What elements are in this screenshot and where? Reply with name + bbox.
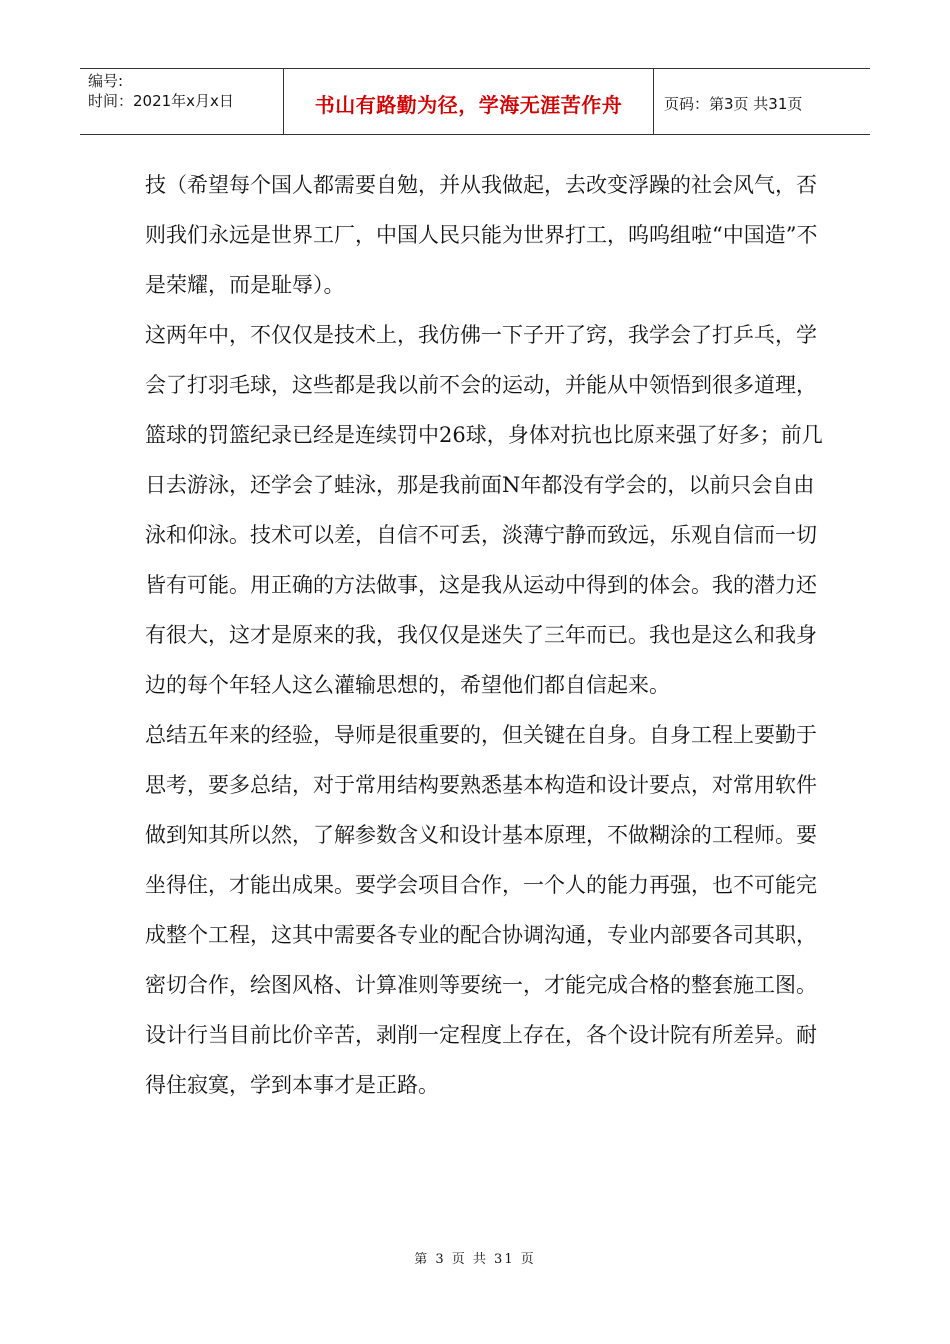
- document-date: 时间：2021年x月x日: [88, 92, 234, 110]
- paragraph: 设计行当目前比价辛苦，剥削一定程度上存在，各个设计院有所差异。耐得住寂寞，学到本事才是正路。: [145, 1023, 817, 1097]
- paragraph: 总结五年来的经验，导师是很重要的，但关键在自身。自身工程上要勤于思考，要多总结，对于常用结构要熟悉基本构造和设计要点，对常用软件做到知其所以然，了解参数含义和设计基本原理，不做糊涂的工程师。要坐得住，才能出成果。要学会项目合作，一个人的能力再强，也不可能完成整个工程，这其中需要各专业的配合协调沟通，专业内部要各司其职，密切合作，绘图风格、计算准则等要统一，才能完成合格的整套施工图。: [145, 723, 817, 997]
- page-footer: 第 3 页 共 31 页: [414, 1252, 536, 1267]
- document-number-label: 编号:: [88, 72, 124, 90]
- header-meta: [80, 69, 284, 134]
- page-header: [80, 68, 870, 135]
- header-page-info: 页码：第3页 共31页: [664, 95, 803, 113]
- document-body: [145, 160, 825, 1110]
- paragraph: 技（希望每个国人都需要自勉，并从我做起，去改变浮躁的社会风气，否则我们永远是世界工厂，中国人民只能为世界打工，呜呜组啦“中国造”不是荣耀，而是耻辱）。: [145, 173, 818, 297]
- paragraph: 这两年中，不仅仅是技术上，我仿佛一下子开了窍，我学会了打乒乓，学会了打羽毛球，这些都是我以前不会的运动，并能从中领悟到很多道理，篮球的罚篮纪录已经是连续罚中26球，身体对抗也比原来强了好多；前几日去游泳，还学会了蛙泳，那是我前面N年都没有学会的，以前只会自由泳和仰泳。技术可以差，自信不可丢，淡薄宁静而致远，乐观自信而一切皆有可能。用正确的方法做事，这是我从运动中得到的体会。我的潜力还有很大，这才是原来的我，我仅仅是迷失了三年而已。我也是这么和我身边的每个年轻人这么灌输思想的，希望他们都自信起来。: [145, 323, 823, 697]
- header-motto: 书山有路勤为径，学海无涯苦作舟: [284, 69, 654, 134]
